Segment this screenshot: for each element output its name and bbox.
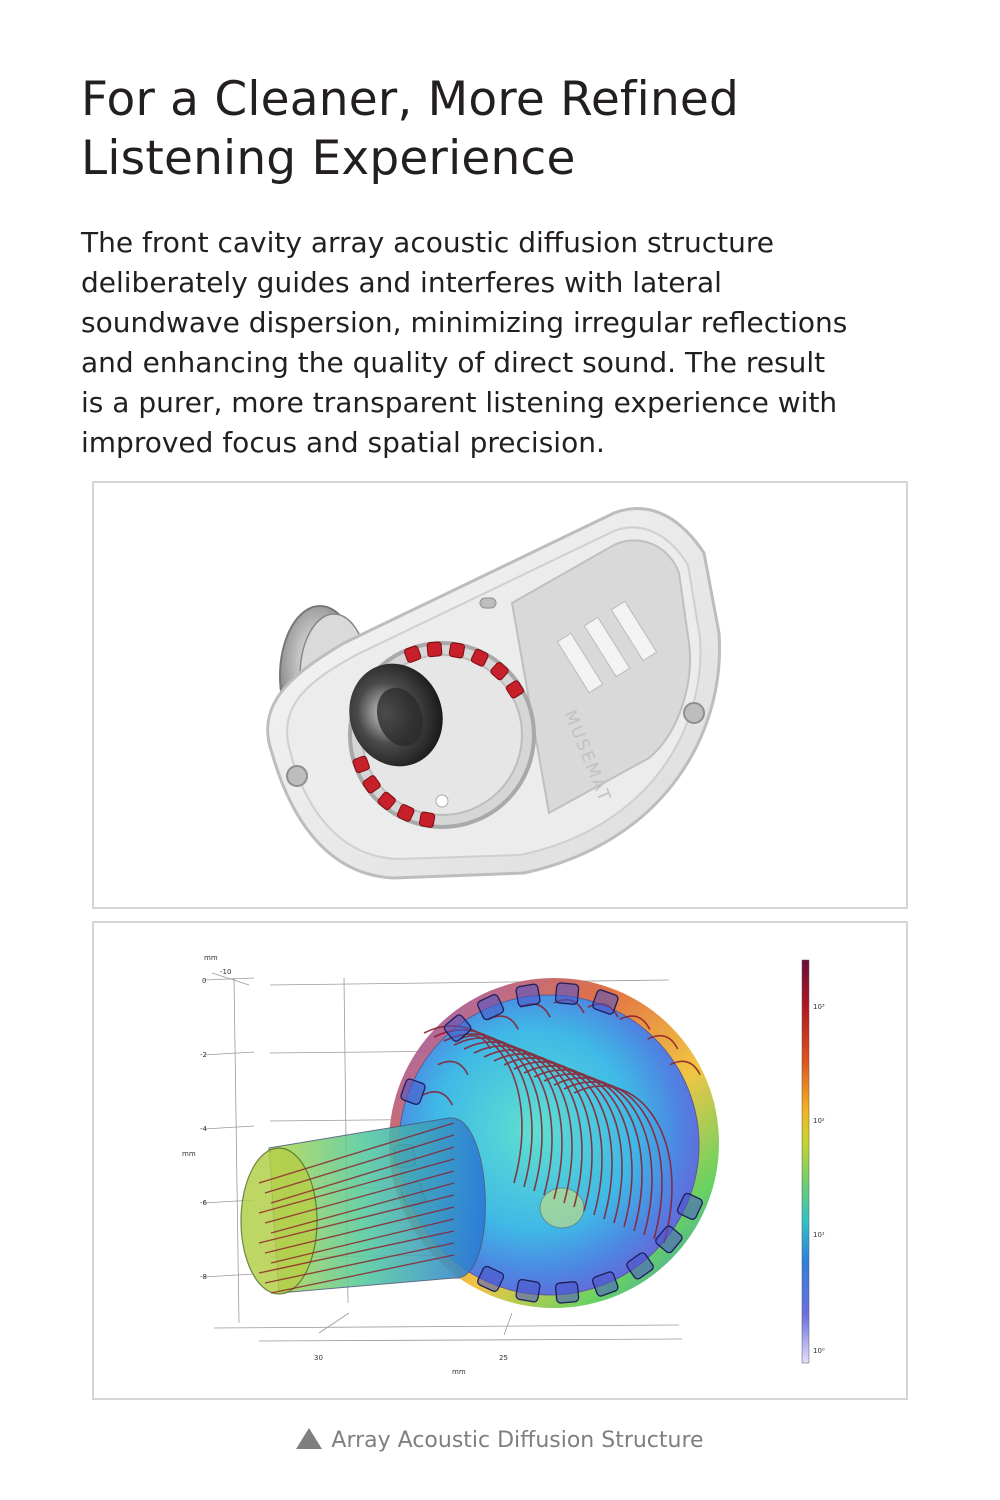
- simulated-block: [515, 984, 540, 1008]
- x-tick-1: 25: [499, 1354, 508, 1362]
- body-line-2: deliberately guides and interferes with lateral: [81, 266, 722, 299]
- simulated-sound-tube: [241, 1118, 485, 1294]
- figure-caption: [0, 1422, 1000, 1460]
- y-tick-2: -4: [200, 1125, 207, 1133]
- colorbar: [802, 960, 825, 1363]
- y-tick-1: -2: [200, 1051, 207, 1059]
- acoustic-simulation-plot: [94, 923, 906, 1398]
- headline-line-1: For a Cleaner, More Refined: [81, 72, 740, 127]
- body-line-1: The front cavity array acoustic diffusion structure: [81, 226, 775, 259]
- body-line-4: and enhancing the quality of direct sound. The result: [81, 346, 826, 379]
- headline-line-2: Listening Experience: [81, 131, 576, 186]
- colorbar-label-2: 10¹: [813, 1231, 825, 1239]
- page-headline: [81, 70, 941, 188]
- axis-unit-top: mm: [204, 954, 218, 962]
- diffusion-block: [427, 642, 442, 657]
- axis-unit-bottom: mm: [452, 1368, 466, 1376]
- simulated-block: [555, 983, 579, 1005]
- axis-unit-side: mm: [182, 1150, 196, 1158]
- colorbar-label-3: 10⁰: [813, 1347, 825, 1355]
- simulated-block: [515, 1279, 540, 1303]
- body-line-3: soundwave dispersion, minimizing irregular reflections: [81, 306, 848, 339]
- earphone-shell-render: [94, 483, 906, 907]
- colorbar-label-0: 10³: [813, 1003, 825, 1011]
- earphone-render-frame: [92, 481, 908, 909]
- diffusion-block: [449, 642, 465, 658]
- diffusion-block: [419, 812, 435, 828]
- colorbar-label-1: 10²: [813, 1117, 825, 1125]
- triangle-up-icon: [296, 1428, 322, 1449]
- y-tick-3: -6: [200, 1199, 207, 1207]
- y-tick-4: -8: [200, 1273, 207, 1281]
- body-line-5: is a purer, more transparent listening experience with: [81, 386, 838, 419]
- axis-depth-tick: -10: [220, 968, 232, 976]
- body-paragraph: [81, 223, 907, 463]
- caption-text: Array Acoustic Diffusion Structure: [331, 1428, 704, 1453]
- simulated-block: [555, 1281, 579, 1303]
- shell-embossed-text: MUSEMAT: [559, 707, 615, 806]
- simulation-frame: [92, 921, 908, 1400]
- y-tick-0: 0: [202, 977, 207, 985]
- body-line-6: improved focus and spatial precision.: [81, 426, 605, 459]
- x-tick-0: 30: [314, 1354, 323, 1362]
